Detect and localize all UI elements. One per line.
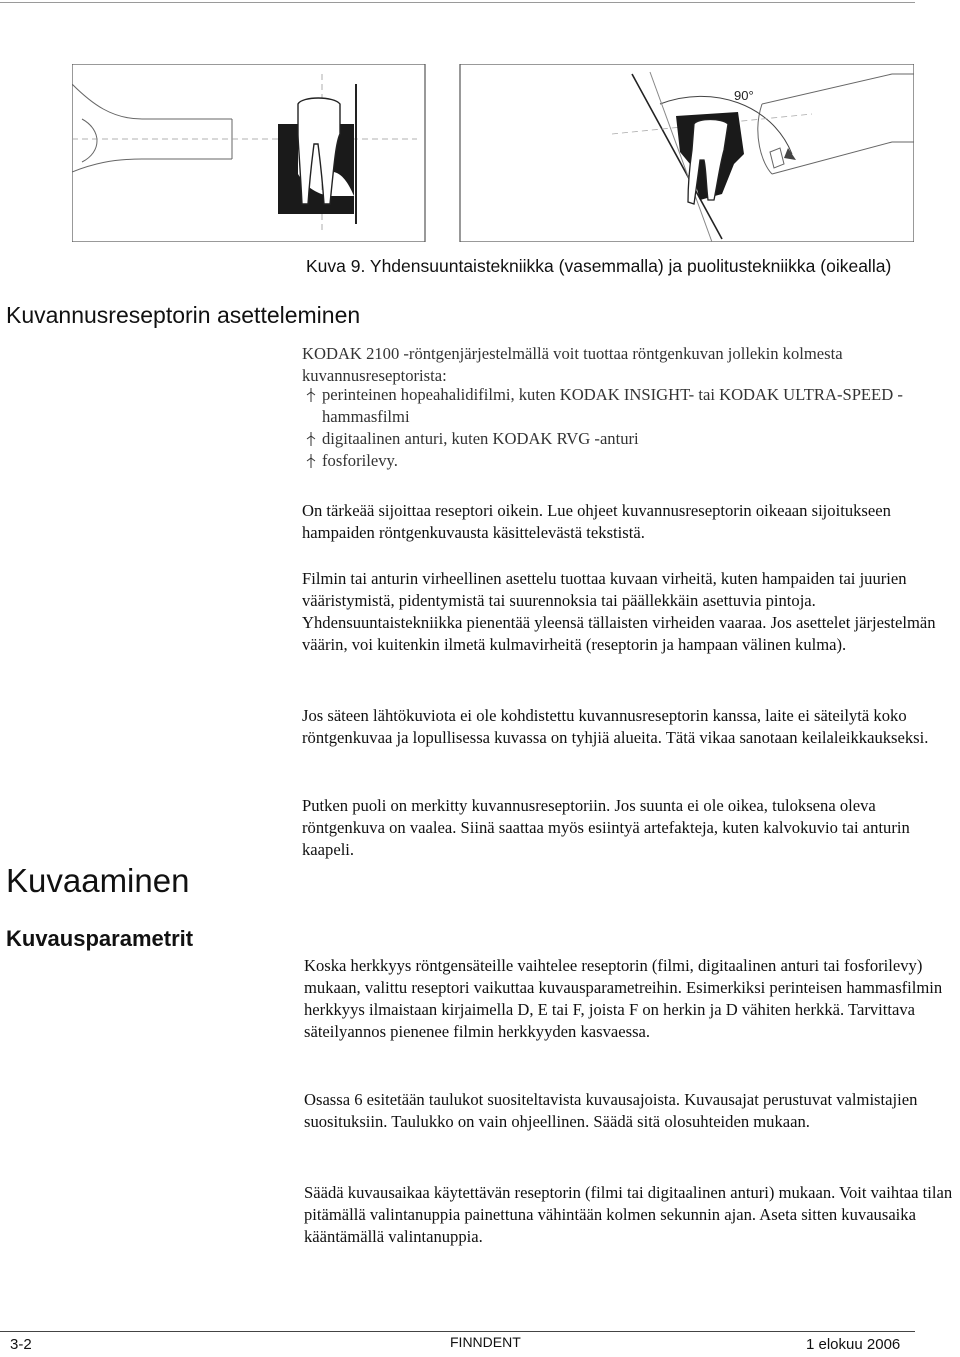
bullet-icon xyxy=(306,454,316,468)
list-item xyxy=(306,384,906,428)
footer-rule xyxy=(0,1331,915,1332)
params-paragraph-3: Säädä kuvausaikaa käytettävän reseptorin (filmi tai digitaalinen anturi) mukaan. Voit vaihtaa tilan pitämällä valintanuppia painettuna vähintään kolmen sekunnin ajan. Aseta sitten kuvausaika kääntämällä valintanuppia. xyxy=(304,1183,953,1246)
figure-caption-text: Yhdensuuntaistekniikka (vasemmalla) ja puolitustekniikka (oikealla) xyxy=(369,256,892,276)
bisecting-technique-panel xyxy=(460,64,914,242)
list-item xyxy=(306,450,906,472)
receptor-paragraph-2: Filmin tai anturin virheellinen asettelu tuottaa kuvaan virheitä, kuten hampaiden tai juurien vääristymistä, pidentymistä tai suurennoksia tai päällekkäin asettuvia pintoja. Yhdensuuntaistekniikka pienentää yleensä tällaisten virheiden vaaraa. Jos asettelet järjestelmän väärin, voi kuitenkin ilmetä kulmavirheitä (reseptorin ja hampaan välinen kulma). xyxy=(302,569,936,654)
heading-parameters: Kuvausparametrit xyxy=(6,926,194,951)
page-number: 3-2 xyxy=(10,1336,32,1353)
bullet-icon xyxy=(306,388,316,402)
params-paragraph-1: Koska herkkyys röntgensäteille vaihtelee reseptorin (filmi, digitaalinen anturi tai fosforilevy) mukaan, valittu reseptori vaikuttaa kuvausparametreihin. Esimerkiksi perinteisen hammasfilmin herkkyys ilmaistaan kirjaimella D, E tai F, joista F on herkin ja D vähiten herkkä. Tarvittava säteilyannos pienenee filmin herkkyyden kasvaessa. xyxy=(304,956,943,1041)
footer-date: 1 elokuu 2006 xyxy=(806,1336,901,1353)
receptor-paragraph-4: Putken puoli on merkitty kuvannusreseptoriin. Jos suunta ei ole oikea, tuloksena oleva röntgenkuva on vaalea. Siinä saattaa myös esiintyä artefakteja, kuten kalvokuvio tai anturin kaapeli. xyxy=(302,796,910,859)
technique-figure xyxy=(72,64,914,242)
receptor-list xyxy=(306,384,906,472)
list-item-text: perinteinen hopeahalidifilmi, kuten KODAK INSIGHT- tai KODAK ULTRA-SPEED -hammasfilmi xyxy=(322,385,903,426)
list-item-text: fosforilevy. xyxy=(322,451,398,470)
dental-diagram xyxy=(72,64,914,242)
figure-caption-number: Kuva 9. xyxy=(306,256,366,276)
figure-caption xyxy=(306,256,891,277)
bullet-icon xyxy=(306,432,316,446)
list-item-text: digitaalinen anturi, kuten KODAK RVG -anturi xyxy=(322,429,639,448)
top-rule xyxy=(0,2,915,3)
list-item xyxy=(306,428,906,450)
receptor-paragraph-1: On tärkeää sijoittaa reseptori oikein. Lue ohjeet kuvannusreseptorin oikeaan sijoitukseen hampaiden röntgenkuvausta käsittelevästä tekstistä. xyxy=(302,501,891,542)
footer-brand: FINNDENT xyxy=(450,1334,521,1350)
heading-imaging: Kuvaaminen xyxy=(6,862,190,899)
receptor-intro: KODAK 2100 -röntgenjärjestelmällä voit tuottaa röntgenkuvan jollekin kolmesta kuvannusreseptorista: xyxy=(302,344,843,385)
params-paragraph-2: Osassa 6 esitetään taulukot suositeltavista kuvausajoista. Kuvausajat perustuvat valmistajien suosituksiin. Taulukko on vain ohjeellinen. Säädä sitä olosuhteiden mukaan. xyxy=(304,1090,918,1131)
angle-label: 90° xyxy=(734,88,754,103)
heading-receptor-placement: Kuvannusreseptorin asetteleminen xyxy=(6,302,361,328)
parallel-technique-panel xyxy=(72,64,477,242)
receptor-paragraph-3: Jos säteen lähtökuviota ei ole kohdistettu kuvannusreseptorin kanssa, laite ei säteilytä koko röntgenkuvaa ja lopullisessa kuvassa on tyhjiä alueita. Tätä vikaa sanotaan keilaleikkaukseksi. xyxy=(302,706,929,747)
